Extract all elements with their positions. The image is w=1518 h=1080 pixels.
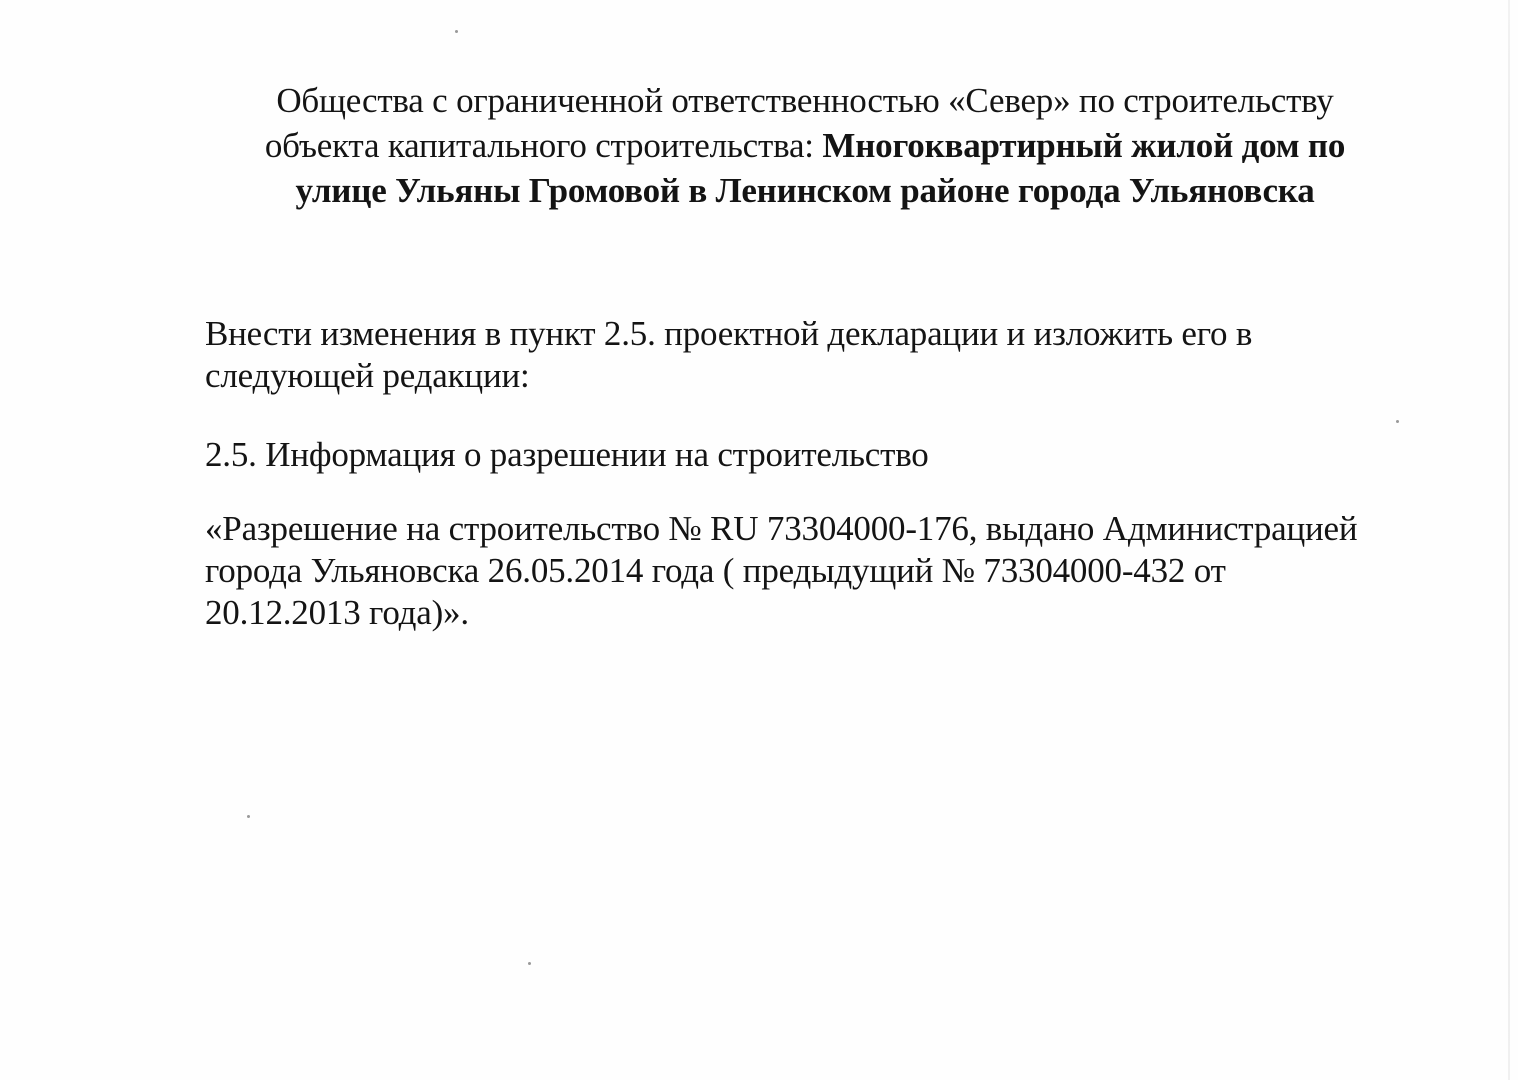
intro-line-1: Внести изменения в пункт 2.5. проектной декларации и изложить его в [205,314,1253,353]
header-line-2-bold: Многоквартирный жилой дом по [822,126,1346,165]
permit-line-3: 20.12.2013 года)». [205,593,469,632]
scan-speck [528,962,531,965]
permit-line-2: города Ульяновска 26.05.2014 года ( предыдущий № 73304000-432 от [205,551,1226,590]
document-header [150,78,1460,213]
permit-paragraph [205,508,1445,634]
intro-paragraph [205,313,1445,397]
header-line-2 [150,123,1460,168]
header-line-3-bold: улице Ульяны Громовой в Ленинском районе города Ульяновска [295,171,1315,210]
section-heading-text: 2.5. Информация о разрешении на строительство [205,435,929,474]
header-line-3 [150,168,1460,213]
scan-speck [455,30,458,33]
header-line-1: Общества с ограниченной ответственностью «Север» по строительству [276,81,1334,120]
header-line-2-regular: объекта капитального строительства: [264,126,823,165]
scan-speck [1396,420,1399,423]
scan-speck [247,815,250,818]
permit-line-1: «Разрешение на строительство № RU 73304000-176, выдано Администрацией [205,509,1358,548]
section-heading [205,434,1445,476]
intro-line-2: следующей редакции: [205,356,530,395]
scan-edge-shadow [1508,0,1510,1080]
